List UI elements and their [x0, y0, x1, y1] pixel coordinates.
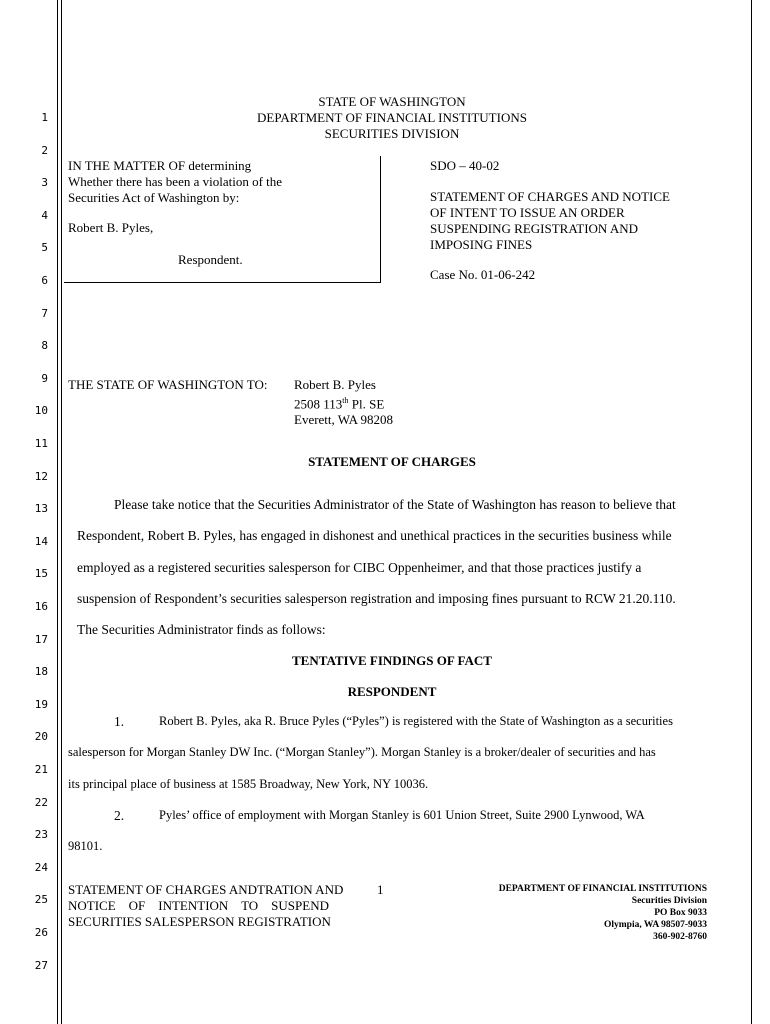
- footer-phone: 360-902-8760: [653, 932, 707, 942]
- item-1-line-2: salesperson for Morgan Stanley DW Inc. (“Morgan Stanley”). Morgan Stanley is a broker/dealer of securities and has: [68, 745, 656, 759]
- item-1-line-1: Robert B. Pyles, aka R. Bruce Pyles (“Pyles”) is registered with the State of Washington as a securities: [159, 714, 673, 728]
- line-number: 19: [34, 697, 48, 711]
- line-number: 4: [41, 208, 48, 222]
- footer-title-line-3: SECURITIES SALESPERSON REGISTRATION: [68, 914, 331, 929]
- line-number: 14: [34, 534, 48, 548]
- document-header: [62, 94, 722, 142]
- header-department: DEPARTMENT OF FINANCIAL INSTITUTIONS: [257, 110, 527, 125]
- matter-line-2: Whether there has been a violation of the: [68, 174, 283, 189]
- title-line-2: OF INTENT TO ISSUE AN ORDER: [430, 205, 625, 220]
- footer-agency-block: [440, 883, 707, 943]
- line-number: 15: [34, 567, 48, 581]
- line-number: 20: [34, 730, 48, 744]
- footer-division: Securities Division: [631, 896, 707, 906]
- to-label: THE STATE OF WASHINGTON TO:: [68, 377, 268, 392]
- intro-line-5: The Securities Administrator finds as follows:: [77, 622, 326, 637]
- footer-city: Olympia, WA 98507-9033: [603, 920, 707, 930]
- line-number: 6: [41, 274, 48, 287]
- recipient-address: [294, 377, 393, 428]
- title-line-3: SUSPENDING REGISTRATION AND: [430, 221, 639, 236]
- line-number: 13: [34, 502, 48, 516]
- footer-agency: DEPARTMENT OF FINANCIAL INSTITUTIONS: [498, 884, 707, 894]
- document-title: [430, 189, 670, 253]
- line-number: 2: [41, 143, 48, 157]
- margin-rule-left-inner: [61, 0, 62, 1024]
- matter-line-3: Securities Act of Washington by:: [68, 190, 240, 205]
- item-2-line-2: 98101.: [68, 839, 103, 853]
- intro-line-4: suspension of Respondent’s securities salesperson registration and imposing fines pursuant to RCW 21.20.110.: [77, 591, 676, 606]
- heading-statement-of-charges: STATEMENT OF CHARGES: [308, 454, 476, 469]
- line-number: 18: [34, 665, 48, 679]
- line-number: 22: [34, 795, 48, 809]
- heading-respondent: RESPONDENT: [347, 684, 437, 699]
- line-number: 9: [41, 371, 48, 385]
- header-division: SECURITIES DIVISION: [324, 126, 460, 141]
- margin-rule-right: [751, 0, 752, 1024]
- line-number: 3: [41, 176, 48, 190]
- title-line-1: STATEMENT OF CHARGES AND NOTICE: [430, 189, 670, 204]
- header-state: STATE OF WASHINGTON: [318, 94, 466, 109]
- matter-line-1: IN THE MATTER OF determining: [68, 158, 252, 173]
- heading-findings: TENTATIVE FINDINGS OF FACT: [292, 653, 492, 668]
- item-2-line-1: Pyles’ office of employment with Morgan Stanley is 601 Union Street, Suite 2900 Lynwood, WA: [159, 808, 645, 822]
- line-number: 7: [41, 306, 48, 320]
- item-1-line-3: its principal place of business at 1585 Broadway, New York, NY 10036.: [68, 777, 429, 791]
- order-number: SDO – 40-02: [430, 158, 500, 173]
- page-number: 1: [377, 882, 384, 897]
- line-number: 17: [34, 632, 48, 646]
- line-number: 27: [34, 958, 48, 972]
- footer-title-line-2: NOTICE OF INTENTION TO SUSPEND: [68, 898, 329, 913]
- line-number: 23: [34, 828, 48, 842]
- case-number: Case No. 01-06-242: [430, 267, 536, 282]
- recipient-city: Everett, WA 98208: [294, 412, 394, 428]
- line-number: 12: [34, 469, 48, 483]
- respondent-label: Respondent.: [178, 252, 243, 267]
- street-suffix: th: [342, 396, 349, 405]
- line-number: 25: [34, 893, 48, 907]
- line-number: 10: [34, 404, 48, 418]
- recipient-name: Robert B. Pyles: [294, 377, 376, 392]
- intro-line-3: employed as a registered securities salesperson for CIBC Oppenheimer, and that those practices justify a: [77, 560, 642, 575]
- line-number: 21: [34, 763, 48, 776]
- line-number: 16: [34, 600, 48, 613]
- intro-line-1: Please take notice that the Securities Administrator of the State of Washington has reason to believe that: [114, 497, 676, 512]
- street-number: 2508 113: [294, 396, 343, 412]
- item-2-number: 2.: [114, 808, 125, 823]
- title-line-4: IMPOSING FINES: [430, 237, 533, 252]
- footer-po-box: PO Box 9033: [654, 908, 707, 918]
- street-name: Pl. SE: [348, 396, 385, 412]
- intro-line-2: Respondent, Robert B. Pyles, has engaged in dishonest and unethical practices in the securities business while: [77, 528, 672, 543]
- line-number: 1: [41, 111, 48, 124]
- line-number: 8: [41, 339, 48, 353]
- footer-title-line-1: STATEMENT OF CHARGES ANDTRATION AND: [68, 882, 344, 897]
- line-number: 26: [34, 926, 48, 939]
- respondent-name: Robert B. Pyles,: [68, 220, 154, 235]
- recipient-street: [294, 393, 393, 412]
- line-number: 5: [41, 241, 48, 255]
- line-number: 24: [34, 860, 48, 874]
- line-number: 11: [34, 437, 48, 450]
- item-1-number: 1.: [114, 714, 125, 729]
- caption-matter: [68, 158, 282, 206]
- footer-document-title: [68, 882, 368, 930]
- margin-rule-left-outer: [57, 0, 58, 1024]
